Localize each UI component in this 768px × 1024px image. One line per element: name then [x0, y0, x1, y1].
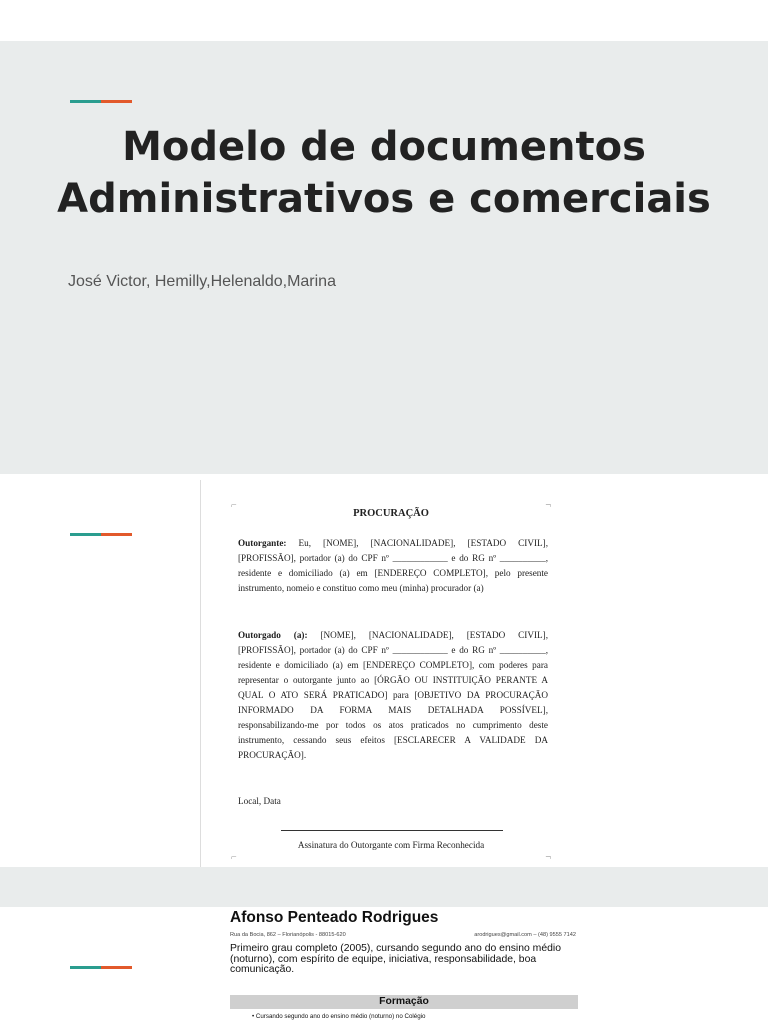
outorgante-label: Outorgante: — [238, 538, 287, 548]
outorgado-label: Outorgado (a): — [238, 630, 308, 640]
accent-orange — [101, 966, 132, 969]
resume-summary: Primeiro grau completo (2005), cursando segundo ano do ensino médio (noturno), com espírito de equipe, iniciativa, responsabilidade, boa comunicação. — [230, 943, 561, 975]
title-line-2: Administrativos e comerciais — [57, 176, 711, 222]
accent-teal — [70, 533, 101, 536]
accent-bar — [70, 100, 132, 103]
outorgante-text: Eu, [NOME], [NACIONALIDADE], [ESTADO CIVIL], [PROFISSÃO], portador (a) do CPF nº ____________ e do RG nº __________, residente e domiciliado (a) em [ENDEREÇO COMPLETO], pelo presente instrumento, nomeio e constituo como meu (minha) procurador (a) — [238, 538, 548, 593]
crop-mark-icon: ⌐ — [231, 852, 237, 863]
outorgante-paragraph — [238, 536, 548, 596]
authors-subtitle: José Victor, Hemilly,Helenaldo,Marina — [68, 273, 336, 290]
crop-mark-icon: ¬ — [545, 500, 551, 511]
accent-bar — [70, 533, 132, 536]
crop-mark-icon: ¬ — [545, 852, 551, 863]
resume-document-image — [226, 907, 582, 1024]
local-data: Local, Data — [238, 796, 281, 806]
resume-address: Rua da Bocia, 862 – Florianópolis - 88015-620 — [230, 932, 346, 938]
accent-bar — [70, 966, 132, 969]
accent-orange — [101, 533, 132, 536]
page-title — [40, 121, 728, 225]
resume-email-phone: arodrigues@gmail.com – (48) 9555 7142 — [474, 932, 576, 938]
outorgado-text: [NOME], [NACIONALIDADE], [ESTADO CIVIL], [PROFISSÃO], portador (a) do CPF nº ____________ e do RG nº __________, residente e domiciliado (a) em [ENDEREÇO COMPLETO], com poderes para representar o outorgante junto ao [ÓRGÃO OU INSTITUIÇÃO PERANTE A QUAL O ATO SERÁ PRATICADO] para [OBJETIVO DA PROCURAÇÃO INFORMADO DA FORMA MAIS DETALHADA POSSÍVEL], responsabilizando-me por todos os atos praticados no cumprimento deste instrumento, cessando seus efeitos [ESCLARECER A VALIDADE DA PROCURAÇÃO]. — [238, 630, 549, 760]
accent-orange — [101, 100, 132, 103]
resume-slide — [0, 907, 768, 1024]
document-heading: PROCURAÇÃO — [353, 508, 429, 519]
resume-contact — [230, 932, 576, 938]
resume-bullet: • Cursando segundo ano do ensino médio (noturno) no Colégio — [252, 1013, 426, 1020]
procuracao-slide — [0, 474, 768, 867]
slide-divider — [0, 867, 768, 907]
crop-mark-icon: ⌐ — [231, 500, 237, 511]
resume-name: Afonso Penteado Rodrigues — [230, 909, 439, 926]
procuracao-document-image — [200, 480, 581, 867]
accent-teal — [70, 966, 101, 969]
resume-section-formacao: Formação — [230, 995, 578, 1009]
title-slide — [0, 41, 768, 474]
title-line-1: Modelo de documentos — [122, 124, 646, 170]
signature-caption: Assinatura do Outorgante com Firma Reconhecida — [297, 840, 485, 850]
signature-line — [281, 830, 503, 831]
accent-teal — [70, 100, 101, 103]
outorgado-paragraph — [238, 628, 548, 763]
